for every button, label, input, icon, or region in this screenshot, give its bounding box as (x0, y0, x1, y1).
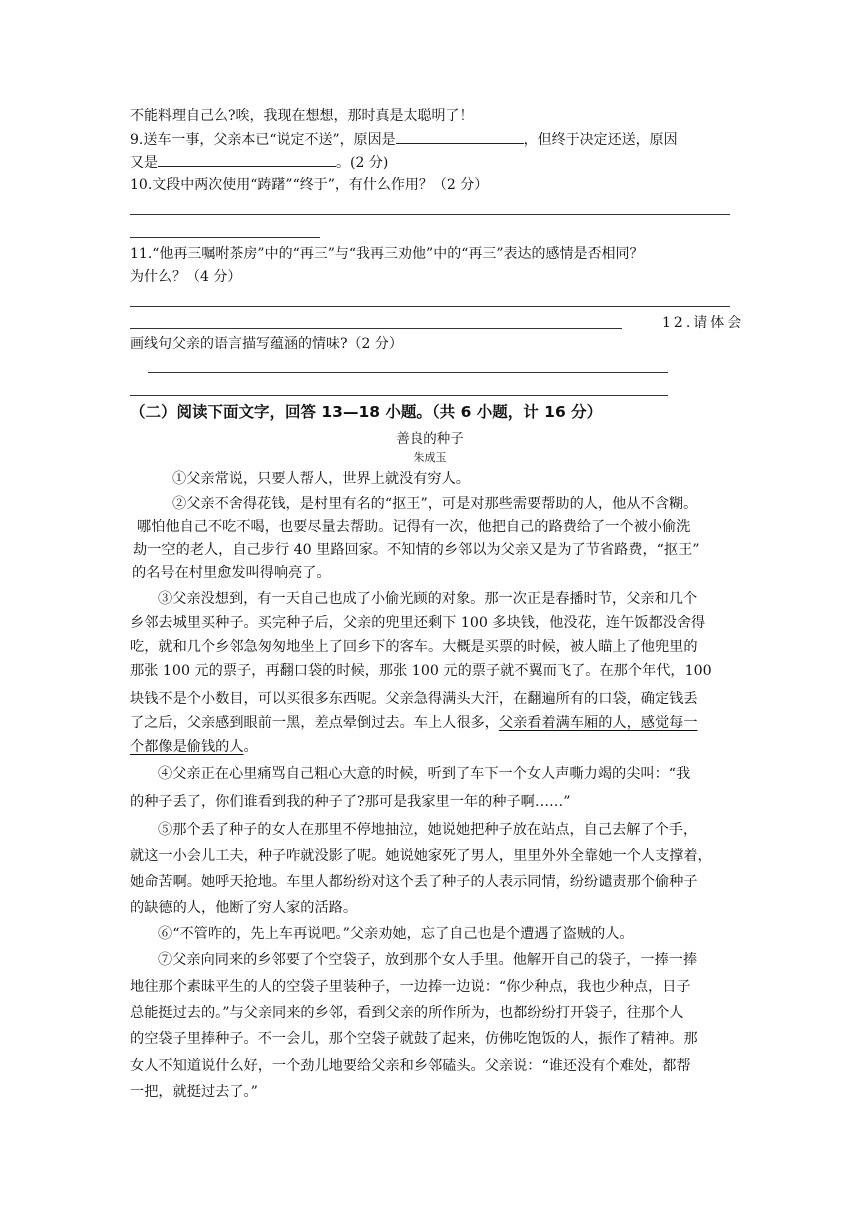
paragraph-5-line-1: ⑤那个丢了种子的女人在那里不停地抽泣，她说她把种子放在站点，自己去解了个手， (158, 822, 698, 838)
article-author: 朱成玉 (413, 451, 447, 464)
answer-blank-9b[interactable] (158, 152, 336, 167)
article-title: 善良的种子 (396, 431, 464, 447)
paragraph-3-line-1: ③父亲没想到，有一天自己也成了小偷光顾的对象。那一次正是春播时节，父亲和几个 (158, 591, 698, 607)
paragraph-7-line-5: 女人不知道说什么好，一个劲儿地要给父亲和乡邻磕头。父亲说：“谁还没有个难处，都帮 (130, 1058, 691, 1074)
answer-line-11b[interactable] (130, 328, 622, 329)
question-9-text-c: 又是 (130, 155, 158, 171)
paragraph-5-line-4: 的缺德的人，他断了穷人家的活路。 (130, 900, 358, 916)
question-11-line-2: 为什么？（4 分） (130, 269, 242, 285)
question-9-text-a: 9.送车一事，父亲本已“说定不送”，原因是 (130, 132, 396, 148)
paragraph-4-line-2: 的种子丢了，你们谁看到我的种子了?那可是我家里一年的种子啊……” (130, 794, 571, 810)
question-11-line-1: 11.“他再三嘱咐茶房”中的“再三”与“我再三劝他”中的“再三”表达的感情是否相同？ (130, 246, 644, 262)
paragraph-3-line-7 (130, 737, 258, 757)
paragraph-1: ①父亲常说，只要人帮人，世界上就没有穷人。 (172, 471, 470, 487)
question-9-line-1 (130, 129, 678, 150)
question-12-line-2: 画线句父亲的语言描写蕴涵的情味?（2 分） (130, 336, 403, 352)
paragraph-2-line-2: 哪怕他自己不吃不喝，也要尽量去帮助。记得有一次，他把自己的路费给了一个被小偷洗 (137, 519, 691, 535)
answer-line-12b[interactable] (130, 395, 668, 396)
paragraph-5-line-3: 她命苦啊。她呼天抢地。车里人都纷纷对这个丢了种子的人表示同情，纷纷谴责那个偷种子 (130, 874, 698, 890)
paragraph-2-line-4: 的名号在村里愈发叫得响亮了。 (132, 565, 331, 581)
paragraph-3-line-4: 那张 100 元的票子，再翻口袋的时候，那张 100 元的票子就不翼而飞了。在那个年代，100 (130, 663, 712, 679)
paragraph-3-line-2: 乡邻去城里买种子。买完种子后，父亲的兜里还剩下 100 多块钱，他没花，连午饭都没舍得 (130, 615, 706, 631)
question-9-line-2 (130, 152, 388, 173)
paragraph-3-end: 。 (243, 739, 258, 755)
paragraph-3-line-6-text: 了之后，父亲感到眼前一黑，差点晕倒过去。车上人很多， (130, 715, 499, 731)
paragraph-2-line-3: 劫一空的老人，自己步行 40 里路回家。不知情的乡邻以为父亲又是为了节省路费，“抠王” (133, 542, 700, 558)
question-9-text-b: ，但终于决定还送，原因 (523, 132, 678, 148)
paragraph-6: ⑥“不管咋的，先上车再说吧。”父亲劝她，忘了自己也是个遭遇了盗贼的人。 (158, 926, 634, 942)
paragraph-3-line-3: 吃，就和几个乡邻急匆匆地坐上了回乡下的客车。大概是买票的时候，被人瞄上了他兜里的 (130, 639, 698, 655)
paragraph-7-line-2: 地往那个素昧平生的人的空袋子里装种子，一边捧一边说：“你少种点，我也少种点，日子 (130, 979, 691, 995)
underlined-sentence-part-2: 个都像是偷钱的人 (130, 739, 244, 755)
answer-line-11a[interactable] (130, 306, 730, 307)
question-10: 10.文段中两次使用“踌躇”“终于”，有什么作用？（2 分） (130, 177, 489, 193)
question-9-text-d: 。(2 分) (336, 155, 389, 171)
answer-line-10b[interactable] (130, 237, 320, 238)
paragraph-2-line-1: ②父亲不舍得花钱，是村里有名的“抠王”，可是对那些需要帮助的人，他从不含糊。 (172, 496, 698, 512)
paragraph-7-line-6: 一把，就挺过去了。” (130, 1084, 258, 1100)
answer-line-10a[interactable] (130, 214, 730, 215)
underlined-sentence-part-1: 父亲看着满车厢的人，感觉每一 (498, 715, 698, 731)
paragraph-5-line-2: 就这一小会儿工夫，种子咋就没影了呢。她说她家死了男人，里里外外全靠她一个人支撑着， (130, 848, 712, 864)
paragraph-4-line-1: ④父亲正在心里痛骂自己粗心大意的时候，听到了车下一个女人声嘶力竭的尖叫：“我 (158, 766, 691, 782)
paragraph-7-line-4: 的空袋子里捧种子。不一会儿，那个空袋子就鼓了起来，仿佛吃饱饭的人，振作了精神。那 (130, 1031, 698, 1047)
paragraph-3-line-5: 块钱不是个小数目，可以买很多东西呢。父亲急得满头大汗，在翻遍所有的口袋，确定钱丢 (130, 691, 698, 707)
passage-fragment-line: 不能料理自己么?唉，我现在想想，那时真是太聪明了！ (130, 108, 474, 124)
answer-blank-9a[interactable] (396, 129, 524, 144)
paragraph-3-line-6 (130, 713, 698, 733)
paragraph-7-line-1: ⑦父亲向同来的乡邻要了个空袋子，放到那个女人手里。他解开自己的袋子，一捧一捧 (158, 952, 698, 968)
question-12-prefix: 12.请体会 (662, 315, 745, 331)
section-heading: （二）阅读下面文字，回答 13—18 小题。（共 6 小题，计 16 分） (130, 403, 603, 421)
paragraph-7-line-3: 总能挺过去的。”与父亲同来的乡邻，看到父亲的所作所为，也都纷纷打开袋子，往那个人 (130, 1005, 684, 1021)
answer-line-12a[interactable] (148, 372, 668, 373)
